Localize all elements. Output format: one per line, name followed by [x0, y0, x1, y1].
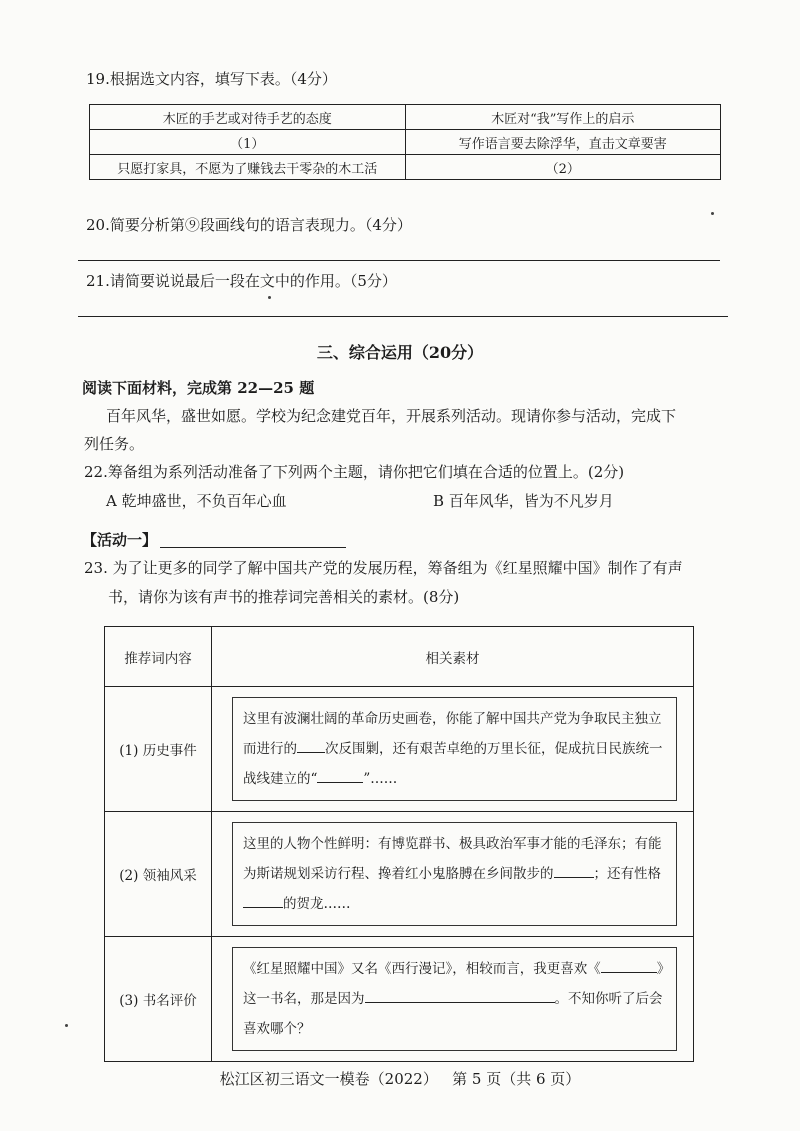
q23-row2-text-c: 的贺龙……	[283, 896, 351, 912]
q23-row2-box	[232, 822, 677, 926]
q23-row2-content	[212, 812, 694, 937]
q23-row1-text-c: ”……	[363, 771, 398, 787]
q23-row1-label: (1) 历史事件	[105, 687, 212, 812]
page-footer: 松江区初三语文一模卷（2022） 第 5 页（共 6 页）	[219, 1070, 581, 1088]
q23-row3-text-b: 》这一书名，那是因为	[243, 961, 664, 1007]
q23-row3-text-a: 《红星照耀中国》又名《西行漫记》，相较而言，我更喜欢《	[243, 961, 601, 977]
q20-answer-line	[78, 260, 720, 261]
q22-title: 22.筹备组为系列活动准备了下列两个主题，请你把它们填在合适的位置上。(2分)	[84, 463, 625, 481]
q23-row1-box	[232, 697, 677, 801]
q19-cell-blank-1: （1）	[90, 130, 406, 155]
q21-answer-line	[78, 316, 728, 317]
q23-row2-blank-1	[554, 863, 594, 878]
q19-header-left: 木匠的手艺或对待手艺的态度	[90, 105, 406, 130]
q23-row3-label: (3) 书名评价	[105, 937, 212, 1062]
q22-option-a: A 乾坤盛世，不负百年心血	[106, 492, 287, 510]
q23-row1-blank-2	[317, 768, 363, 783]
q23-row2-text-b: ；还有性格	[593, 866, 661, 882]
section-3-title: 三、综合运用（20分）	[316, 343, 484, 362]
q19-cell-blank-2: （2）	[405, 155, 721, 180]
q19-title: 19.根据选文内容，填写下表。（4分）	[86, 70, 337, 88]
q23-row2-text-a: 这里的人物个性鲜明：有博览群书、极具政治军事才能的毛泽东；有能为斯诺规划采访行程、搀着红小鬼胳膊在乡间散步的	[243, 836, 662, 882]
q23-header-left: 推荐词内容	[105, 627, 212, 687]
q23-line-1: 23. 为了让更多的同学了解中国共产党的发展历程，筹备组为《红星照耀中国》制作了有声	[84, 559, 683, 577]
activity-1-blank	[160, 547, 346, 548]
q23-row2-blank-2	[243, 893, 283, 908]
q23-row1-blank-1	[297, 738, 325, 753]
q23-line-2: 书，请你为该有声书的推荐词完善相关的素材。(8分)	[108, 588, 460, 606]
q23-row3-box	[232, 947, 677, 1051]
table-row	[105, 937, 694, 1062]
q19-header-right: 木匠对“我”写作上的启示	[405, 105, 721, 130]
q23-row1-text-b: 次反围剿，还有艰苦卓绝的万里长征，促成抗日民族统一战线建立的“	[243, 741, 663, 787]
q23-row3-blank-2	[365, 988, 555, 1003]
q19-cell-answer-2: 只愿打家具，不愿为了赚钱去干零杂的木工活	[90, 155, 406, 180]
q23-row1-content	[212, 687, 694, 812]
table-row	[90, 155, 721, 180]
scan-speck	[268, 296, 271, 299]
intro-line-1: 百年风华，盛世如愿。学校为纪念建党百年，开展系列活动。现请你参与活动，完成下	[106, 407, 677, 425]
table-row	[90, 105, 721, 130]
table-row	[105, 812, 694, 937]
reading-instruction: 阅读下面材料，完成第 22—25 题	[82, 379, 315, 397]
scan-speck	[65, 1024, 68, 1027]
q19-cell-answer-1: 写作语言要去除浮华，直击文章要害	[405, 130, 721, 155]
q22-option-b: B 百年风华，皆为不凡岁月	[433, 492, 614, 510]
q23-row1-text-a: 这里有波澜壮阔的革命历史画卷，你能了解中国共产党为争取民主独立而进行的	[243, 711, 662, 757]
scan-speck	[711, 212, 714, 215]
table-row	[90, 130, 721, 155]
q20-title: 20.简要分析第⑨段画线句的语言表现力。（4分）	[86, 216, 412, 234]
q23-row3-blank-1	[601, 958, 657, 973]
q23-row2-label: (2) 领袖风采	[105, 812, 212, 937]
table-row	[105, 627, 694, 687]
table-row	[105, 687, 694, 812]
q19-table	[89, 104, 721, 180]
activity-1-label: 【活动一】	[82, 531, 158, 549]
intro-line-2: 列任务。	[84, 435, 145, 453]
q23-row3-content	[212, 937, 694, 1062]
q23-table	[104, 626, 694, 1062]
q21-title: 21.请简要说说最后一段在文中的作用。（5分）	[86, 272, 397, 290]
q23-row3-text-c: 。不知你听了后会喜欢哪个？	[243, 991, 663, 1037]
q23-header-right: 相关素材	[212, 627, 694, 687]
